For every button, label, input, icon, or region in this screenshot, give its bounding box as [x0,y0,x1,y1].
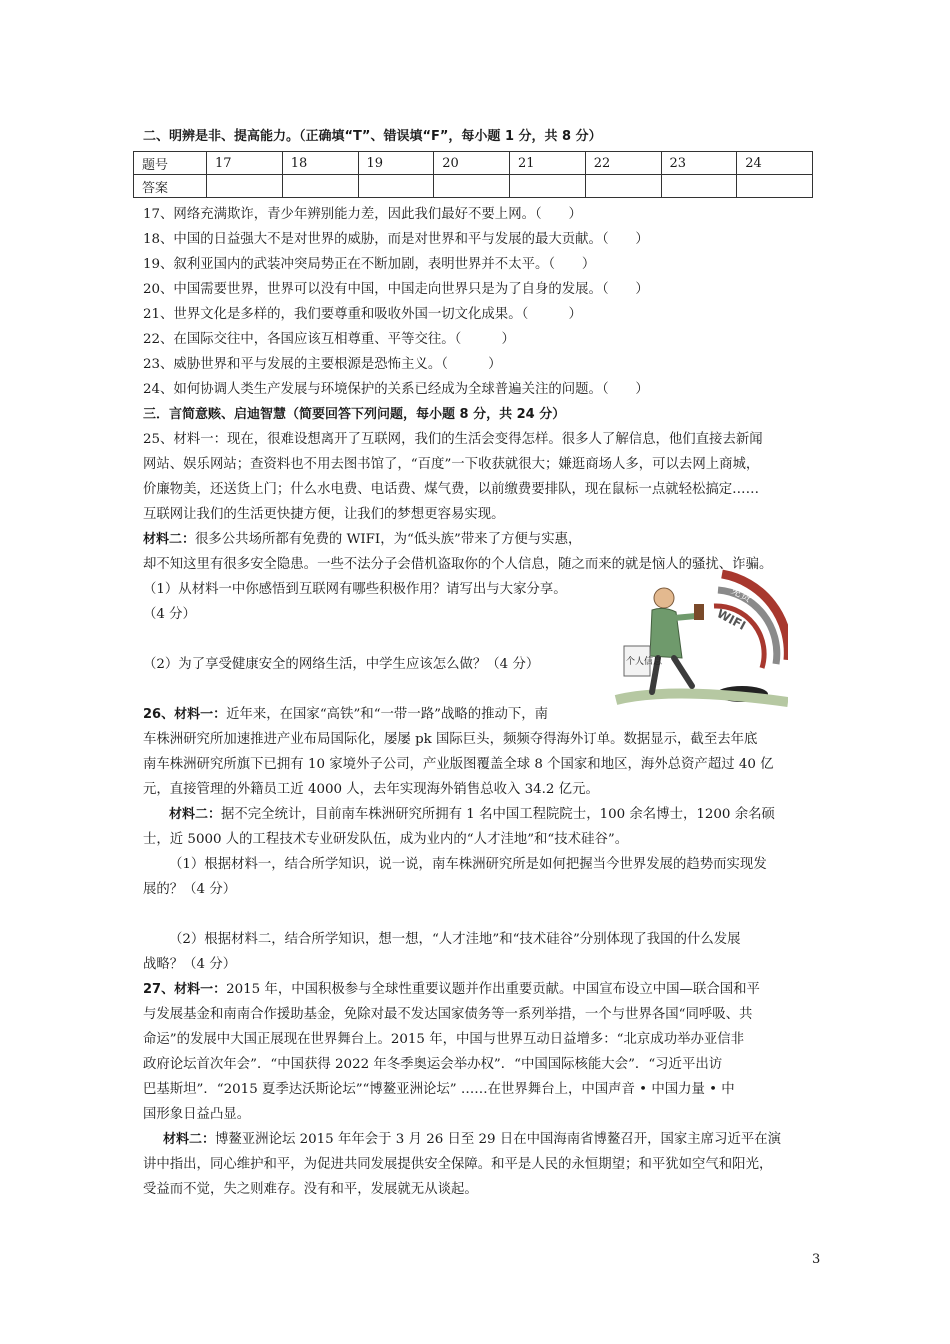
q27-material2-line [143,1131,823,1149]
q26-label: 26、材料一： [143,707,227,722]
q27-material1-line: 政府论坛首次年会”．“中国获得 2022 年冬季奥运会举办权”．“中国国际核能大会”．“习近平出访 [143,1057,723,1072]
answer-table-number-cell: 17 [207,152,283,175]
q27-material2-label: 材料二： [163,1132,216,1147]
info-label: 个人信息 [626,657,663,667]
q25-material2-label: 材料二： [143,532,196,547]
answer-cell[interactable] [510,175,586,198]
q26-question-1-cont: 展的？（4 分） [143,882,237,897]
q25-material2-line [143,531,823,549]
answer-cell[interactable] [661,175,737,198]
q25-material1-line: 网站、娱乐网站；查资料也不用去图书馆了，“百度”一下收获就很大；嫌逛商场人多，可以去网上商城， [143,457,760,472]
answer-table-number-cell: 18 [282,152,358,175]
q26-question-1: （1）根据材料一，结合所学知识，说一说，南车株洲研究所是如何把握当今世界发展的趋势而实现发 [169,857,767,872]
answer-table-number-cell: 24 [737,152,813,175]
answer-table-number-cell: 21 [510,152,586,175]
q27-material2-line: 讲中指出，同心维护和平，为促进共同发展提供安全保障。和平是人民的永恒期望；和平犹如空气和阳光， [143,1157,773,1172]
answer-table-number-row [134,152,813,175]
question-item: 19、叙利亚国内的武装冲突局势正在不断加剧，表明世界并不太平。（ ） [143,257,596,272]
ground [616,693,788,702]
answer-table [133,151,813,198]
question-item: 21、世界文化是多样的，我们要尊重和吸收外国一切文化成果。（ ） [143,307,582,322]
q25-question-2: （2）为了享受健康安全的网络生活，中学生应该怎么做？（4 分） [143,657,540,672]
answer-table-number-cell: 23 [661,152,737,175]
question-item: 22、在国际交往中，各国应该互相尊重、平等交往。（ ） [143,332,515,347]
answer-cell[interactable] [737,175,813,198]
q27-material1-line: 与发展基金和南南合作援助基金，免除对最不发达国家债务等一系列举措，一个与世界各国“同呼吸、共 [143,1007,753,1022]
q26-material1-line: 车株洲研究所加速推进产业布局国际化，屡屡 pk 国际巨头，频频夺得海外订单。数据显示，截至去年底 [143,732,758,747]
answer-table-row-label: 题号 [134,152,207,175]
q27-material1-line: 国形象日益凸显。 [143,1107,251,1122]
q26-material2-label: 材料二： [169,807,222,822]
q25-material1-line: 25、材料一：现在，很难设想离开了互联网，我们的生活会变得怎样。很多人了解信息，他们直接去新闻 [143,432,763,447]
q26-question-2-cont: 战略？（4 分） [143,957,237,972]
answer-cell[interactable] [282,175,358,198]
q26-material1-text: 近年来，在国家“高铁”和“一带一路”战略的推动下，南 [226,707,549,722]
phone-icon [694,604,704,620]
q26-material1-line: 元，直接管理的外籍员工近 4000 人，去年实现海外销售总收入 34.2 亿元。 [143,782,599,797]
q27-material1-line: 命运”的发展中大国正展现在世界舞台上。2015 年，中国与世界互动日益增多：“北京成功举办亚信非 [143,1032,745,1047]
man-arm [674,616,696,618]
q27-material2-line: 受益而不觉，失之则难存。没有和平，发展就无从谈起。 [143,1182,478,1197]
q25-material2-line: 却不知这里有很多安全隐患。一些不法分子会借机盗取你的个人信息，随之而来的就是恼人的骚扰、诈骗。 [143,557,773,572]
q26-material2-line: 士，近 5000 人的工程技术专业研发队伍，成为业内的“人才洼地”和“技术硅谷”。 [143,832,629,847]
answer-cell[interactable] [434,175,510,198]
section3-heading: 三．言简意赅、启迪智慧（简要回答下列问题，每小题 8 分，共 24 分） [143,407,566,422]
answer-cell[interactable] [207,175,283,198]
free-label: 免费 [728,583,755,605]
q27-material1-line [143,981,823,999]
question-item: 23、威胁世界和平与发展的主要根源是恐怖主义。（ ） [143,357,502,372]
answer-table-number-cell: 20 [434,152,510,175]
answer-table-number-cell: 22 [585,152,661,175]
question-item: 17、网络充满欺诈，青少年辨别能力差，因此我们最好不要上网。（ ） [143,207,582,222]
q26-question-2: （2）根据材料二，结合所学知识，想一想，“人才洼地”和“技术硅谷”分别体现了我国的什么发展 [169,932,741,947]
q27-label: 27、材料一： [143,982,227,997]
section2-heading: 二、明辨是非、提高能力。（正确填“T”、错误填“F”，每小题 1 分，共 8 分） [143,129,602,144]
wifi-label: WIFI [714,606,748,633]
answer-table-answer-row [134,175,813,198]
answer-cell[interactable] [358,175,434,198]
q25-material2-text: 很多公共场所都有免费的 WIFI，为“低头族”带来了方便与实惠， [195,532,582,547]
q25-material1-line: 价廉物美，还送货上门；什么水电费、电话费、煤气费，以前缴费要排队，现在鼠标一点就轻松搞定…… [143,482,759,497]
q26-material2-line [143,806,823,824]
answer-table-number-cell: 19 [358,152,434,175]
q27-material1-line: 巴基斯坦”．“2015 夏季达沃斯论坛”“博鳌亚洲论坛” ……在世界舞台上，中国声音 • 中国力量 • 中 [143,1082,735,1097]
page-number: 3 [812,1252,821,1267]
answer-cell[interactable] [585,175,661,198]
q25-question-1-score: （4 分） [143,607,196,622]
q26-material1-line [143,706,823,724]
wifi-trap-illustration [612,568,788,710]
q27-material1-text: 2015 年，中国积极参与全球性重要议题并作出重要贡献。中国宣布设立中国—联合国和平 [226,982,760,997]
question-item: 18、中国的日益强大不是对世界的威胁，而是对世界和平与发展的最大贡献。（ ） [143,232,649,247]
question-item: 24、如何协调人类生产发展与环境保护的关系已经成为全球普遍关注的问题。（ ） [143,382,649,397]
q26-material1-line: 南车株洲研究所旗下已拥有 10 家境外子公司，产业版图覆盖全球 8 个国家和地区，海外总资产超过 40 亿 [143,757,774,772]
q25-material1-line: 互联网让我们的生活更快捷方便，让我们的梦想更容易实现。 [143,507,505,522]
q26-material2-text: 据不完全统计，目前南车株洲研究所拥有 1 名中国工程院院士，100 余名博士，1200 余名硕 [221,807,775,822]
answer-table-row-label: 答案 [134,175,207,198]
question-item: 20、中国需要世界，世界可以没有中国，中国走向世界只是为了自身的发展。（ ） [143,282,649,297]
q25-question-1: （1）从材料一中你感悟到互联网有哪些积极作用？请写出与大家分享。 [143,582,567,597]
q27-material2-text: 博鳌亚洲论坛 2015 年年会于 3 月 26 日至 29 日在中国海南省博鳌召开，国家主席习近平在演 [215,1132,782,1147]
man-head [654,588,674,608]
